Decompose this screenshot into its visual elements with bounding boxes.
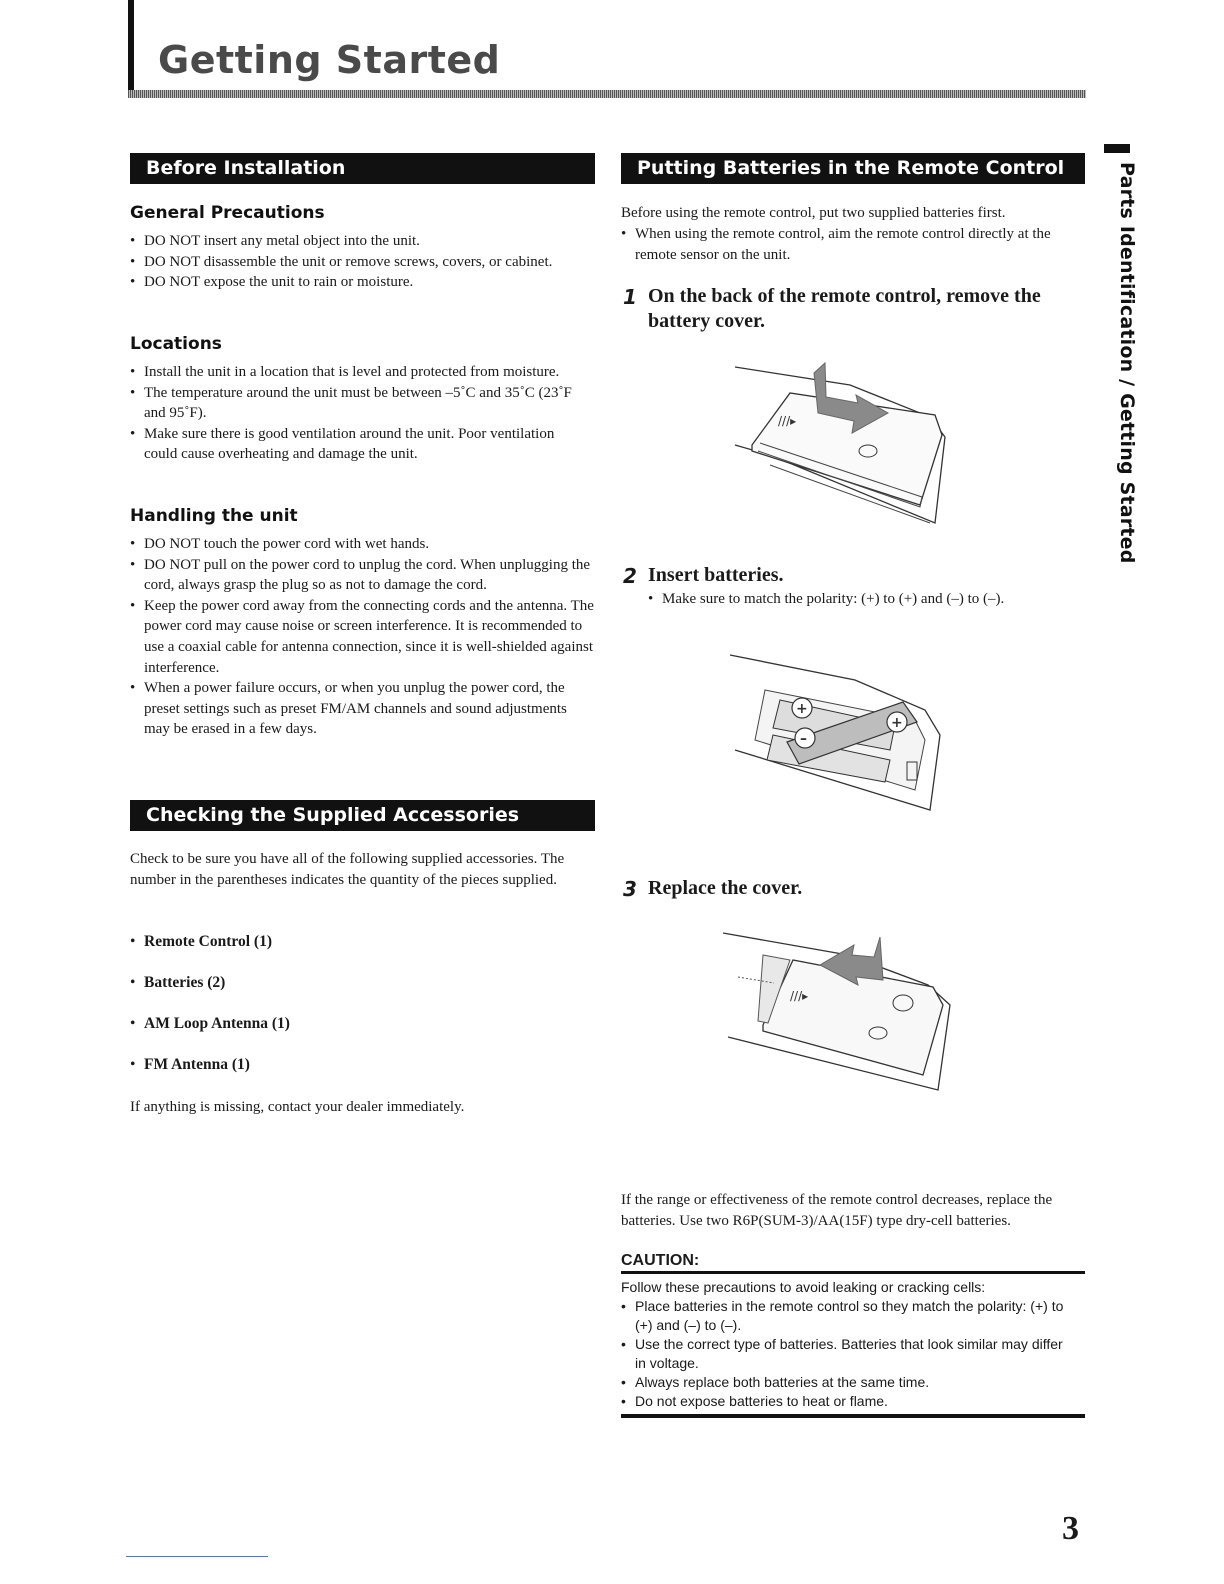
list-item: • DO NOT touch the power cord with wet hands. [130,534,596,555]
list-item: • DO NOT expose the unit to rain or moisture. [130,272,560,293]
banner-label: Before Installation [146,153,345,184]
list-handling [130,534,596,740]
list-item: • Make sure there is good ventilation around the unit. Poor ventilation could cause overheating and damage the unit. [130,424,585,465]
banner-before-installation [130,153,595,184]
title-accent-bar [128,0,134,96]
direction-mark: ///▸ [778,414,797,428]
remove-cover-illustration [730,355,960,535]
list-item: • Do not expose batteries to heat or flame. [621,1392,1071,1411]
minus-icon: – [800,731,807,747]
title-rule [128,90,1086,98]
step-1-number: 1 [623,285,637,309]
accessory-item: • FM Antenna (1) [130,1055,290,1096]
list-item: • Always replace both batteries at the same time. [621,1373,1071,1392]
accessory-item: • Remote Control (1) [130,932,290,973]
accessories-outro: If anything is missing, contact your dealer immediately. [130,1099,465,1115]
list-item: • Make sure to match the polarity: (+) to (+) and (–) to (–). [648,589,1068,610]
accessory-item: • AM Loop Antenna (1) [130,1014,290,1055]
side-tab-label: Parts Identification / Getting Started [1116,162,1138,564]
footer-rule [126,1556,268,1557]
page-header [128,0,1086,100]
heading-general-precautions: General Precautions [130,203,325,223]
caution-list [621,1297,1071,1411]
list-item: • Use the correct type of batteries. Batteries that look similar may differ in voltage. [621,1335,1071,1373]
step-2-notes [648,589,1068,610]
batteries-intro: Before using the remote control, put two supplied batteries first. [621,205,1006,221]
list-item: • Keep the power cord away from the connecting cords and the antenna. The power cord may cause noise or screen interference. It is recommended to use a coaxial cable for antenna connection, since it is well-shielded against interference. [130,596,596,678]
accessories-list [130,932,290,1096]
batteries-range-note: If the range or effectiveness of the remote control decreases, replace the batteries. Use two R6P(SUM-3)/AA(15F) type dry-cell batteries. [621,1192,1053,1229]
step-1-text: On the back of the remote control, remove the battery cover. [648,285,1041,332]
page-title: Getting Started [158,38,501,82]
plus-icon: + [796,701,808,717]
step-2-text: Insert batteries. [648,564,784,586]
batteries-intro-list [621,224,1081,265]
banner-accessories [130,800,595,831]
list-item: • The temperature around the unit must be between –5˚C and 35˚C (23˚F and 95˚F). [130,383,585,424]
step-2-number: 2 [623,564,637,588]
banner-batteries [621,153,1085,184]
list-item: • Install the unit in a location that is level and protected from moisture. [130,362,585,383]
accessory-item: • Batteries (2) [130,973,290,1014]
list-item: • Place batteries in the remote control so they match the polarity: (+) to (+) and (–) to (–). [621,1297,1071,1335]
step-3-text: Replace the cover. [648,877,803,899]
list-item: • DO NOT disassemble the unit or remove screws, covers, or cabinet. [130,252,560,273]
caution-rule-top [621,1271,1085,1274]
list-item: • DO NOT insert any metal object into the unit. [130,231,560,252]
list-item: • When a power failure occurs, or when you unplug the power cord, the preset settings such as preset FM/AM channels and sound adjustments may be erased in a few days. [130,678,596,740]
banner-label: Putting Batteries in the Remote Control [637,153,1064,184]
list-general-precautions [130,231,560,293]
replace-cover-illustration [718,925,963,1100]
accessories-intro: Check to be sure you have all of the following supplied accessories. The number in the parentheses indicates the quantity of the pieces supplied. [130,851,565,888]
insert-batteries-illustration [725,640,955,820]
banner-label: Checking the Supplied Accessories [146,800,519,831]
list-item: • DO NOT pull on the power cord to unplug the cord. When unplugging the cord, always grasp the plug so as not to damage the cord. [130,555,596,596]
step-3-number: 3 [623,877,637,901]
plus-icon: + [891,715,903,731]
side-tab-marker [1104,144,1130,153]
caution-intro: Follow these precautions to avoid leaking or cracking cells: [621,1279,986,1295]
page-number: 3 [1062,1510,1079,1547]
heading-handling-the-unit: Handling the unit [130,506,298,526]
direction-mark: ///▸ [790,989,809,1003]
list-item: • When using the remote control, aim the remote control directly at the remote sensor on the unit. [621,224,1081,265]
list-locations [130,362,585,465]
caution-title: CAUTION: [621,1252,700,1269]
caution-rule-bottom [621,1414,1085,1418]
heading-locations: Locations [130,334,222,354]
